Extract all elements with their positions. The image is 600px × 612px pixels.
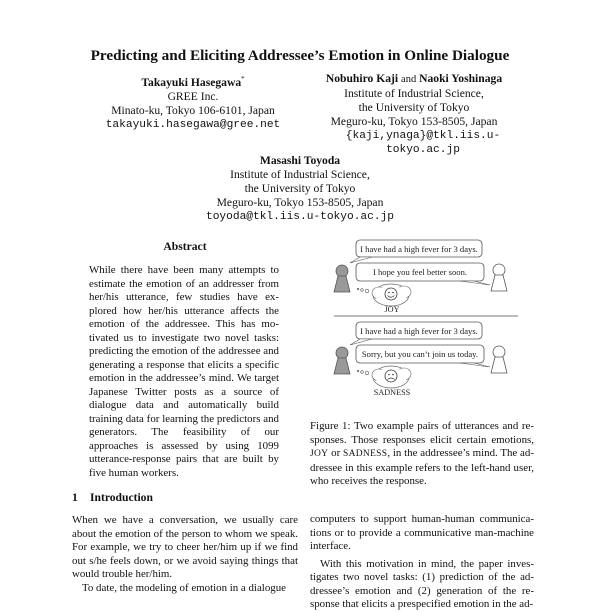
- figure-1: [320, 232, 540, 407]
- author-email[interactable]: takayuki.hasegawa@gree.net: [105, 118, 281, 131]
- section-title: Introduction: [90, 491, 153, 504]
- author-affiliation: GREE Inc.: [167, 89, 219, 103]
- author-block-kaji-yoshinaga: [296, 72, 532, 157]
- section-number: 1: [72, 491, 78, 504]
- utterance-text: I have had a high fever for 3 days.: [360, 244, 478, 254]
- emotion-term: SADNESS: [343, 449, 388, 459]
- caption-label: Figure 1:: [310, 420, 351, 432]
- response-bubble: [356, 345, 490, 367]
- author-address: Meguro-ku, Tokyo 153-8505, Japan: [216, 196, 384, 209]
- caption-text: Two example pairs of utterances and responses. Those responses elicit certain emotions,: [310, 420, 534, 446]
- speaker-user-icon: [491, 264, 507, 291]
- response-text: Sorry, but you can’t join us today.: [361, 349, 479, 359]
- example-joy: [334, 240, 507, 314]
- author-affiliation-university: the University of Tokyo: [358, 101, 470, 114]
- author-name: Nobuhiro Kaji: [325, 72, 399, 85]
- thought-dot-icon: [361, 371, 364, 374]
- paragraph: When we have a conversation, we usually care about the emotion of the person to whom we speak. For example, we try to cheer her/him up if we find out s/he feels down, or we avoid saying things that would trouble her/him.: [72, 514, 298, 580]
- response-bubble: [356, 263, 490, 285]
- response-text: I hope you feel better soon.: [372, 267, 468, 277]
- section-heading-introduction: [72, 491, 153, 504]
- intro-left-column: [72, 514, 298, 595]
- emotion-label: JOY: [384, 305, 400, 314]
- figure-1-caption: [310, 420, 534, 489]
- author-address: Minato-ku, Tokyo 106-6101, Japan: [111, 103, 275, 117]
- addressee-user-icon: [334, 347, 350, 374]
- intro-right-column: [310, 513, 534, 612]
- speaker-user-icon: [491, 346, 507, 373]
- author-address: Meguro-ku, Tokyo 153-8505, Japan: [330, 115, 498, 128]
- figure-1-diagram: [320, 232, 540, 407]
- author-conjunction: and: [401, 74, 417, 85]
- paper-title: Predicting and Eliciting Addressee’s Emotion in Online Dialogue: [90, 47, 510, 64]
- abstract-heading: Abstract: [163, 240, 207, 253]
- sad-face-icon: [385, 370, 397, 382]
- paragraph: computers to support human-human communications or to provide a communicative man-machine interface.: [310, 513, 534, 552]
- author-name: Takayuki Hasegawa: [141, 75, 242, 89]
- author-block-hasegawa: [100, 72, 286, 132]
- author-email[interactable]: toyoda@tkl.iis.u-tokyo.ac.jp: [206, 211, 394, 223]
- caption-text: or: [328, 447, 343, 459]
- author-name: Masashi Toyoda: [259, 154, 341, 167]
- example-sadness: [334, 322, 507, 397]
- thought-dot-icon: [365, 289, 369, 293]
- utterance-bubble: [350, 240, 482, 263]
- emotion-label: SADNESS: [373, 388, 411, 397]
- addressee-user-icon: [334, 265, 350, 292]
- paragraph: With this motivation in mind, the paper investigates two novel tasks: (1) prediction of the addressee’s emotion and (2) generation of the response that elicits a prespecified emotion in the ad-: [310, 557, 534, 610]
- author-email[interactable]: {kaji,ynaga}@tkl.iis.u-tokyo.ac.jp: [345, 130, 501, 156]
- utterance-bubble: [350, 322, 482, 345]
- emotion-term: JOY: [310, 449, 329, 459]
- caption-text: , in the addressee’s mind. The addressee in this example refers to the left-hand user, who receives the response.: [310, 447, 534, 487]
- abstract-text: While there have been many attempts to estimate the emotion of an addresser from her/his utterance, few studies have explored how her/his utterance affects the emotion of the addressee. This has motivated us to investigate two novel tasks: predicting the emotion of the addressee and generating a response that elicits a specific emotion in the addressee’s mind. We target Japanese Twitter posts as a source of dialogue data and automatically build training data for learning the predictors and generators. The feasibility of our approaches is assessed by using 1099 utterance-response pairs that are built by five human workers.: [89, 264, 279, 479]
- author-block-toyoda: [180, 154, 420, 224]
- author-affiliation-university: the University of Tokyo: [244, 182, 356, 195]
- thought-dot-icon: [365, 371, 369, 375]
- footnote-mark: *: [241, 75, 245, 83]
- author-affiliation: Institute of Industrial Science,: [230, 168, 370, 181]
- paragraph: To date, the modeling of emotion in a dialogue: [82, 581, 286, 594]
- author-name: Naoki Yoshinaga: [419, 72, 503, 85]
- thought-dot-icon: [361, 289, 364, 292]
- smiley-face-icon: [385, 288, 397, 300]
- author-affiliation: Institute of Industrial Science,: [344, 87, 484, 100]
- thought-dot-icon: [357, 288, 359, 290]
- thought-dot-icon: [357, 370, 359, 372]
- utterance-text: I have had a high fever for 3 days.: [360, 326, 478, 336]
